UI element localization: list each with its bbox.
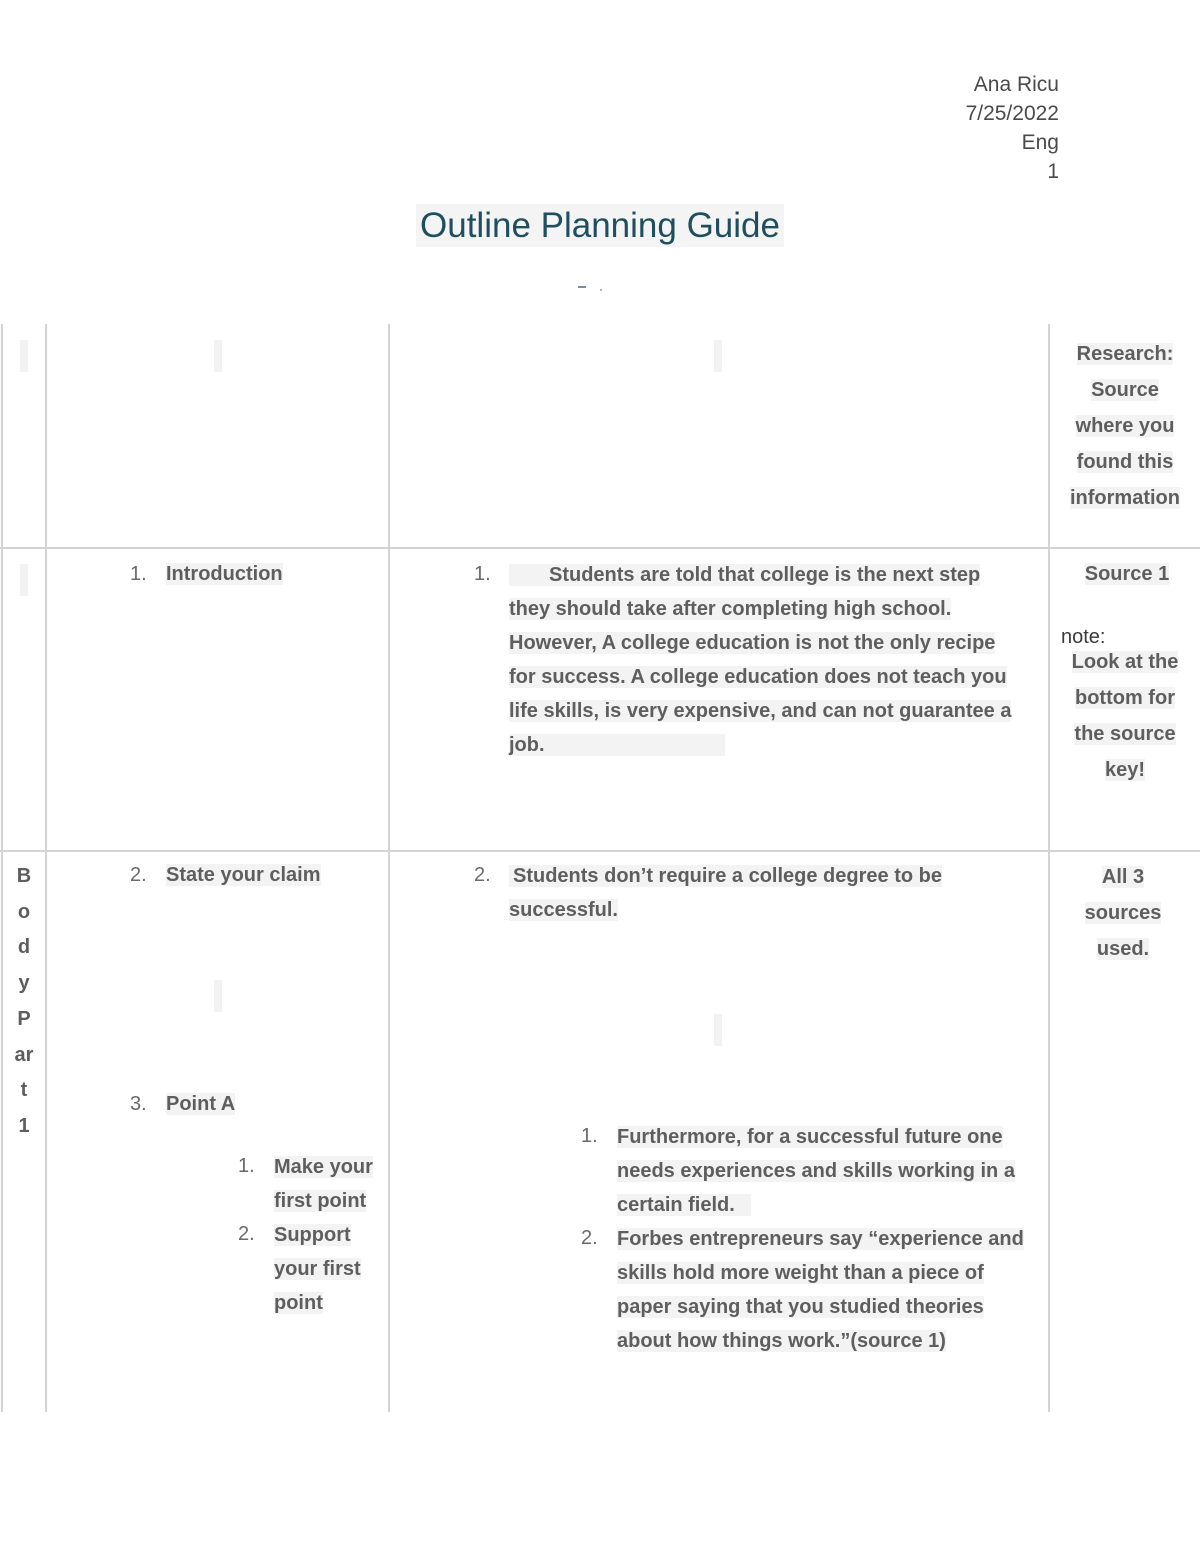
- intro-content-line: for success. A college education does not teach you: [509, 666, 1007, 688]
- author-name: Ana Ricu: [973, 73, 1059, 96]
- content1-number: 1.: [581, 1125, 598, 1147]
- research-header-line: Source: [1091, 379, 1159, 401]
- sub1-line: Make your: [274, 1156, 373, 1178]
- table-row-divider-1: [0, 547, 1200, 549]
- outline-table: [0, 324, 1200, 1412]
- body-part-side-label: [2, 859, 46, 1145]
- point-a-label: Point A: [166, 1093, 236, 1115]
- content2-line: Forbes entrepreneurs say “experience and: [617, 1228, 1024, 1250]
- side-letter: o: [17, 900, 31, 923]
- sub2-number: 2.: [238, 1223, 255, 1245]
- claim-number: 2.: [130, 864, 147, 886]
- content2-number: 2.: [581, 1227, 598, 1249]
- research-header-line: information: [1070, 487, 1180, 509]
- author-course: Eng: [1021, 131, 1059, 154]
- intro-content-number: 1.: [474, 563, 491, 585]
- sub1-number: 1.: [238, 1155, 255, 1177]
- sub2-line: Support: [274, 1224, 351, 1246]
- sources-used-line: used.: [1096, 938, 1150, 960]
- research-header: [1050, 336, 1200, 516]
- content1-line: certain field.: [617, 1194, 751, 1216]
- research-header-line: Research:: [1076, 343, 1174, 365]
- intro-content: [509, 558, 1039, 762]
- empty-cell-mark: [214, 980, 222, 1012]
- content2-line: about how things work.”(source 1): [617, 1330, 946, 1352]
- claim-content: [509, 859, 1029, 927]
- intro-source: Source 1: [1084, 563, 1170, 585]
- intro-note-line: bottom for: [1075, 687, 1175, 709]
- sub1-text: [274, 1150, 386, 1218]
- claim-content-line: successful.: [509, 899, 618, 921]
- claim-content-number: 2.: [474, 864, 491, 886]
- claim-label: State your claim: [166, 864, 321, 886]
- content1-line: needs experiences and skills working in a: [617, 1160, 1015, 1182]
- table-divider-2: [388, 324, 390, 1412]
- empty-cell-mark: [714, 340, 722, 372]
- intro-note-label: note:: [1061, 626, 1106, 648]
- title-dot-mark: [600, 289, 602, 291]
- sources-used-line: All 3: [1101, 866, 1145, 888]
- sources-used-line: sources: [1084, 902, 1162, 924]
- empty-cell-mark: [214, 340, 222, 372]
- intro-content-line: job.: [509, 734, 725, 756]
- sub2-text: [274, 1218, 386, 1320]
- content2-line: paper saying that you studied theories: [617, 1296, 984, 1318]
- intro-content-line: life skills, is very expensive, and can not guarantee a: [509, 700, 1012, 722]
- content2-text: [617, 1222, 1045, 1358]
- side-letter: y: [18, 972, 30, 995]
- author-date: 7/25/2022: [965, 102, 1059, 125]
- intro-note-line: the source: [1074, 723, 1176, 745]
- research-header-line: where you: [1075, 415, 1175, 437]
- intro-number: 1.: [130, 563, 147, 585]
- content1-text: [617, 1120, 1042, 1222]
- title-underline-mark: [578, 286, 586, 288]
- side-letter: d: [17, 936, 31, 959]
- author-number: 1: [1047, 160, 1059, 183]
- point-a-number: 3.: [130, 1093, 147, 1115]
- intro-note-line: key!: [1104, 759, 1146, 781]
- empty-cell-mark: [20, 564, 28, 596]
- research-header-line: found this: [1076, 451, 1174, 473]
- intro-label: Introduction: [166, 563, 283, 585]
- intro-note: [1050, 644, 1200, 788]
- side-letter: 1: [18, 1114, 30, 1137]
- content1-line: Furthermore, for a successful future one: [617, 1126, 1003, 1148]
- intro-content-line: However, A college education is not the only recipe: [509, 632, 996, 654]
- empty-cell-mark: [714, 1014, 722, 1046]
- side-letter: B: [16, 865, 32, 887]
- side-letter: P: [17, 1007, 31, 1030]
- side-letter: ar: [14, 1043, 34, 1066]
- intro-content-line: they should take after completing high school.: [509, 598, 952, 620]
- page-title: [0, 206, 1200, 246]
- intro-content-line: Students are told that college is the next step: [509, 564, 980, 586]
- claim-content-line: Students don’t require a college degree to be: [509, 865, 942, 887]
- table-row-divider-2: [0, 850, 1200, 852]
- author-header: [966, 70, 1059, 186]
- empty-cell-mark: [20, 340, 28, 372]
- sources-used: [1050, 859, 1196, 967]
- side-letter: t: [20, 1079, 28, 1102]
- sub2-line: your first: [274, 1258, 361, 1280]
- intro-note-line: Look at the: [1071, 651, 1179, 673]
- sub1-line: first point: [274, 1190, 367, 1212]
- content2-line: skills hold more weight than a piece of: [617, 1262, 984, 1284]
- page-title-text: Outline Planning Guide: [416, 204, 784, 247]
- sub2-line: point: [274, 1292, 323, 1314]
